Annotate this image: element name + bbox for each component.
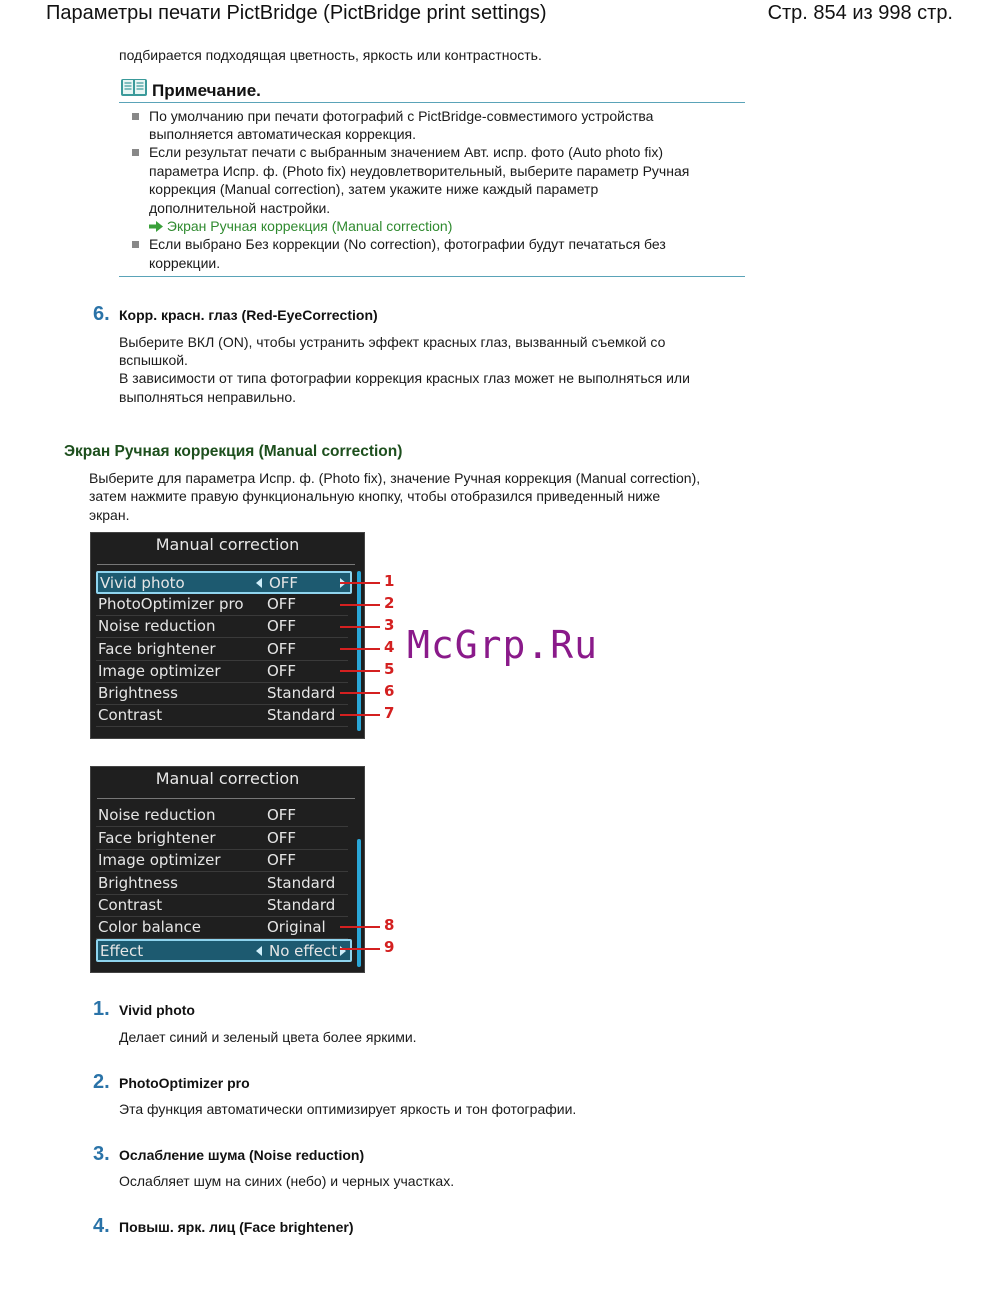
callout-6: 6 [384, 682, 395, 700]
callout-line [340, 692, 380, 694]
item-2-title: PhotoOptimizer pro [119, 1075, 250, 1091]
note-bottom-rule [119, 276, 745, 277]
lcd-row-contrast[interactable] [96, 895, 348, 917]
bullet-icon [132, 241, 139, 248]
row-value: Original [267, 918, 326, 936]
lcd-divider [97, 798, 355, 799]
bullet-icon [132, 149, 139, 156]
note-b2-line2: параметра Испр. ф. (Photo fix) неудовлетворительный, выберите параметр Ручная [149, 163, 690, 179]
row-value: No effect [269, 942, 338, 960]
item-2-number: 2. [93, 1071, 110, 1093]
callout-line [340, 604, 380, 606]
arrow-right-icon [149, 221, 163, 232]
row-label: Face brightener [98, 829, 216, 847]
callout-4: 4 [384, 638, 395, 656]
lcd-row-noise-reduction[interactable] [96, 805, 348, 827]
row-label: Color balance [98, 918, 201, 936]
step-6-title: Корр. красн. глаз (Red-EyeCorrection) [119, 307, 378, 323]
note-box [119, 74, 745, 278]
lcd-screen-2 [90, 766, 365, 973]
row-label: Vivid photo [100, 574, 185, 592]
lcd-row-brightness[interactable] [96, 873, 348, 895]
row-label: PhotoOptimizer pro [98, 595, 244, 613]
lcd-title: Manual correction [155, 535, 300, 554]
lcd-row-brightness[interactable] [96, 683, 348, 705]
row-label: Brightness [98, 684, 178, 702]
note-b2-line3: коррекция (Manual correction), затем укажите ниже каждый параметр [149, 181, 599, 197]
callout-line [340, 670, 380, 672]
note-b1-line2: выполняется автоматическая коррекция. [149, 126, 417, 142]
item-4-title: Повыш. ярк. лиц (Face brightener) [119, 1219, 354, 1235]
step-6-line1: Выберите ВКЛ (ON), чтобы устранить эффект красных глаз, вызванный съемкой со [119, 334, 666, 350]
note-b3-line1: Если выбрано Без коррекции (No correction), фотографии будут печататься без [149, 236, 666, 252]
row-value: OFF [267, 640, 297, 658]
row-label: Brightness [98, 874, 178, 892]
section-title: Экран Ручная коррекция (Manual correction) [64, 443, 403, 460]
item-1-title: Vivid photo [119, 1002, 195, 1018]
callout-line [340, 714, 380, 716]
callout-2: 2 [384, 594, 395, 612]
lcd-row-face-brightener[interactable] [96, 828, 348, 850]
item-4-number: 4. [93, 1215, 110, 1237]
section-line3: экран. [89, 507, 130, 523]
lcd-scrollbar[interactable] [357, 571, 361, 731]
callout-5: 5 [384, 660, 395, 678]
step-6-line3: В зависимости от типа фотографии коррекция красных глаз может не выполняться или [119, 370, 690, 386]
lcd-row-effect[interactable] [96, 939, 352, 962]
callout-1: 1 [384, 572, 395, 590]
row-label: Face brightener [98, 640, 216, 658]
link-text[interactable]: Экран Ручная коррекция (Manual correction) [166, 218, 453, 234]
row-label: Noise reduction [98, 806, 216, 824]
note-b3-line2: коррекции. [149, 255, 221, 271]
row-value: Standard [267, 706, 336, 724]
book-icon [120, 77, 148, 97]
lcd-row-photooptimizer[interactable] [96, 594, 348, 616]
note-b2-line4: дополнительной настройки. [149, 200, 331, 216]
row-label: Contrast [98, 896, 163, 914]
item-3-title: Ослабление шума (Noise reduction) [119, 1147, 365, 1163]
lcd-screen-1 [90, 532, 365, 739]
item-3-desc: Ослабляет шум на синих (небо) и черных участках. [119, 1173, 455, 1189]
note-title: Примечание. [152, 81, 261, 100]
step-6-line2: вспышкой. [119, 352, 188, 368]
row-value: OFF [267, 806, 297, 824]
section-line1: Выберите для параметра Испр. ф. (Photo fix), значение Ручная коррекция (Manual correction), [89, 470, 701, 486]
bullet-icon [132, 113, 139, 120]
row-value: OFF [267, 851, 297, 869]
note-b1-line1: По умолчанию при печати фотографий с PictBridge-совместимого устройства [149, 108, 654, 124]
row-value: Standard [267, 896, 336, 914]
callout-line [340, 626, 380, 628]
lcd-row-contrast[interactable] [96, 705, 348, 727]
row-value: Standard [267, 874, 336, 892]
row-value: OFF [267, 662, 297, 680]
row-label: Image optimizer [98, 851, 221, 869]
page-header-title: Параметры печати PictBridge (PictBridge print settings) [46, 2, 547, 24]
page-counter: Стр. 854 из 998 стр. [767, 2, 953, 24]
callout-line [340, 926, 380, 928]
left-arrow-icon [256, 578, 262, 588]
callout-line [340, 948, 380, 950]
lcd-row-image-optimizer[interactable] [96, 661, 348, 683]
row-value: Standard [267, 684, 336, 702]
note-header [119, 76, 745, 103]
item-1-desc: Делает синий и зеленый цвета более яркими. [119, 1029, 417, 1045]
step-6-number: 6. [93, 303, 110, 325]
row-value: OFF [267, 829, 297, 847]
left-arrow-icon [256, 946, 262, 956]
row-label: Noise reduction [98, 617, 216, 635]
watermark-text: McGrp.Ru [407, 623, 599, 667]
row-label: Image optimizer [98, 662, 221, 680]
section-line2: затем нажмите правую функциональную кнопку, чтобы отобразился приведенный ниже [89, 488, 661, 504]
row-label: Contrast [98, 706, 163, 724]
item-2-desc: Эта функция автоматически оптимизирует яркость и тон фотографии. [119, 1101, 577, 1117]
lcd-divider [97, 564, 355, 565]
lcd-row-vivid-photo[interactable] [96, 571, 352, 594]
row-label: Effect [100, 942, 144, 960]
intro-tail: подбирается подходящая цветность, яркость или контрастность. [119, 47, 542, 63]
note-b2-line1: Если результат печати с выбранным значением Авт. испр. фото (Auto photo fix) [149, 144, 664, 160]
callout-8: 8 [384, 916, 395, 934]
item-3-number: 3. [93, 1143, 110, 1165]
callout-9: 9 [384, 938, 395, 956]
callout-7: 7 [384, 704, 395, 722]
row-value: OFF [269, 574, 299, 592]
item-1-number: 1. [93, 998, 110, 1020]
callout-line [340, 582, 380, 584]
lcd-row-color-balance[interactable] [96, 917, 348, 939]
manual-correction-link[interactable] [149, 217, 452, 236]
lcd-row-image-optimizer[interactable] [96, 850, 348, 872]
lcd-row-noise-reduction[interactable] [96, 616, 348, 638]
step-6-line4: выполняться неправильно. [119, 389, 297, 405]
row-value: OFF [267, 595, 297, 613]
lcd-title: Manual correction [155, 769, 300, 788]
lcd-row-face-brightener[interactable] [96, 639, 348, 661]
callout-3: 3 [384, 616, 395, 634]
callout-line [340, 648, 380, 650]
row-value: OFF [267, 617, 297, 635]
